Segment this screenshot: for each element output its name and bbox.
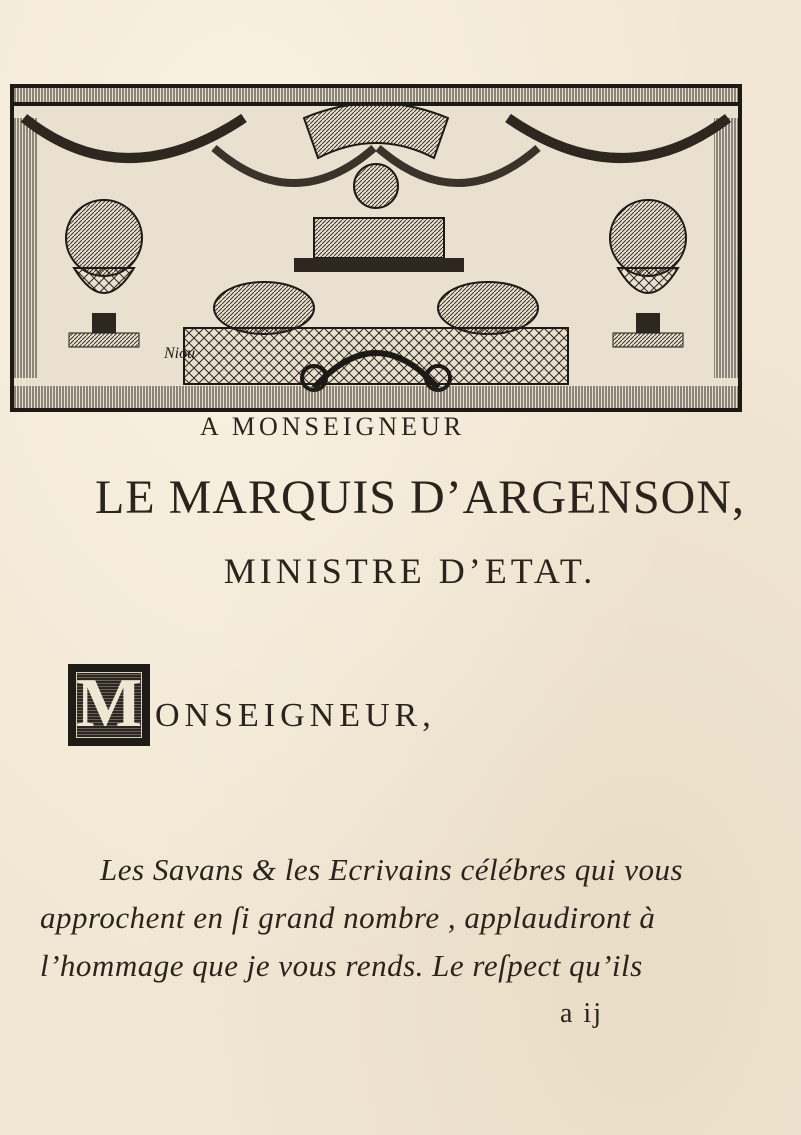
left-urn bbox=[66, 200, 142, 347]
right-urn bbox=[610, 200, 686, 347]
dedication-line-name: LE MARQUIS D’ARGENSON, bbox=[94, 471, 745, 524]
dedication-line-a-monseigneur: A MONSEIGNEUR bbox=[200, 412, 466, 441]
body-line-1: Les Savans & les Ecrivains célébres qui vous bbox=[100, 852, 684, 887]
drop-cap-initial bbox=[68, 664, 150, 746]
dedication-line-title: MINISTRE D’ETAT. bbox=[223, 551, 597, 591]
headpiece-illustration bbox=[14, 88, 738, 408]
engraver-signature: Niou bbox=[164, 345, 196, 362]
salutation-text: ONSEIGNEUR, bbox=[155, 697, 436, 734]
drop-cap-letter: M bbox=[75, 665, 143, 742]
body-line-3: l’hommage que je vous rends. Le reſpect qu’ils bbox=[40, 948, 643, 983]
signature-mark: a ij bbox=[560, 998, 603, 1029]
decorative-headpiece-engraving bbox=[10, 84, 742, 412]
body-line-2: approchent en ſi grand nombre , applaudiront à bbox=[40, 900, 656, 935]
